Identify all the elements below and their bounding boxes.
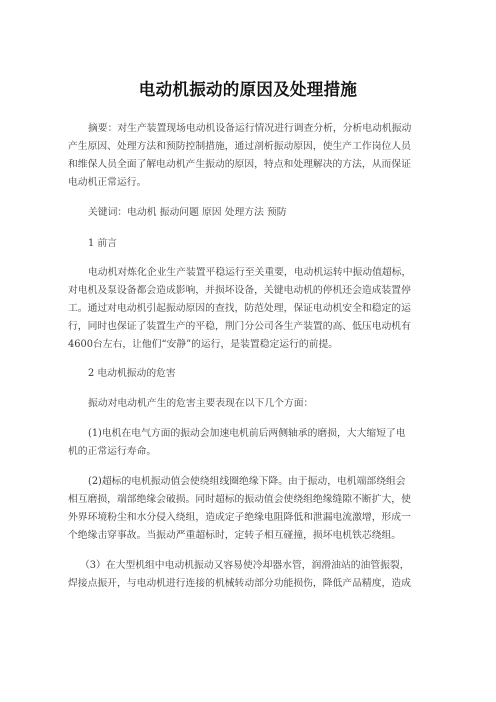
section1-line-1: 电动机对炼化企业生产装置平稳运行至关重要，电动机运转中振动值超标， (88, 267, 412, 278)
document-title: 电动机振动的原因及处理措施 (138, 80, 358, 99)
item2-line-3: 外界环境粉尘和水分侵入绕组，造成定子绝缘电阻降低和泄漏电流激增，形成一 (68, 512, 411, 523)
item2-line-1: (2)超标的电机振动值会使绕组线圈绝缘下降。由于振动，电机端部绕组会 (88, 476, 406, 487)
section1-heading: 1 前言 (88, 238, 117, 249)
keywords-line: 关键词：电动机 振动问题 原因 处理方法 预防 (88, 207, 287, 218)
item1-line-2: 机的正常运行寿命。 (68, 446, 157, 457)
item2-line-4: 个绝缘击穿事故。当振动严重超标时，定转子相互碰撞，损坏电机铁芯绕组。 (68, 530, 402, 541)
abstract-line-4: 电动机正常运行。 (68, 177, 147, 188)
item3-line-2: 焊接点振开，与电动机进行连接的机械转动部分功能损伤，降低产品精度，造成 (68, 578, 411, 589)
item2-line-2: 相互磨损，端部绝缘会破损。同时超标的振动值会使绕组绝缘缝隙不断扩大，使 (68, 494, 411, 505)
section1-line-5: 4600台左右，让他们“安静”的运行，是装置稳定运行的前提。 (68, 339, 339, 350)
item3-line-1: （3）在大型机组中电动机振动又容易使冷却器水管，润滑油站的油管振裂， (80, 560, 410, 571)
section1-line-3: 工。通过对电动机引起振动原因的查找，防范处理，保证电动机安全和稳定的运 (68, 303, 411, 314)
abstract-line-3: 和维保人员全面了解电动机产生振动的原因，特点和处理解决的方法，从而保证 (68, 159, 411, 170)
section1-line-2: 对电机及泵设备都会造成影响，并损坏设备，关键电动机的停机还会造成装置停 (68, 285, 411, 296)
abstract-line-2: 产生原因、处理方法和预防控制措施，通过剖析振动原因，使生产工作岗位人员 (68, 141, 411, 152)
section2-heading: 2 电动机振动的危害 (88, 368, 176, 379)
section2-intro: 振动对电动机产生的危害主要表现在以下几个方面： (88, 398, 314, 409)
item1-line-1: (1)电机在电气方面的振动会加速电机前后两侧轴承的磨损，大大缩短了电 (88, 428, 406, 439)
section1-line-4: 行，同时也保证了装置生产的平稳，荆门分公司各生产装置的高、低压电动机有 (68, 321, 411, 332)
abstract-line-1: 摘要：对生产装置现场电动机设备运行情况进行调查分析，分析电动机振动 (88, 123, 412, 134)
